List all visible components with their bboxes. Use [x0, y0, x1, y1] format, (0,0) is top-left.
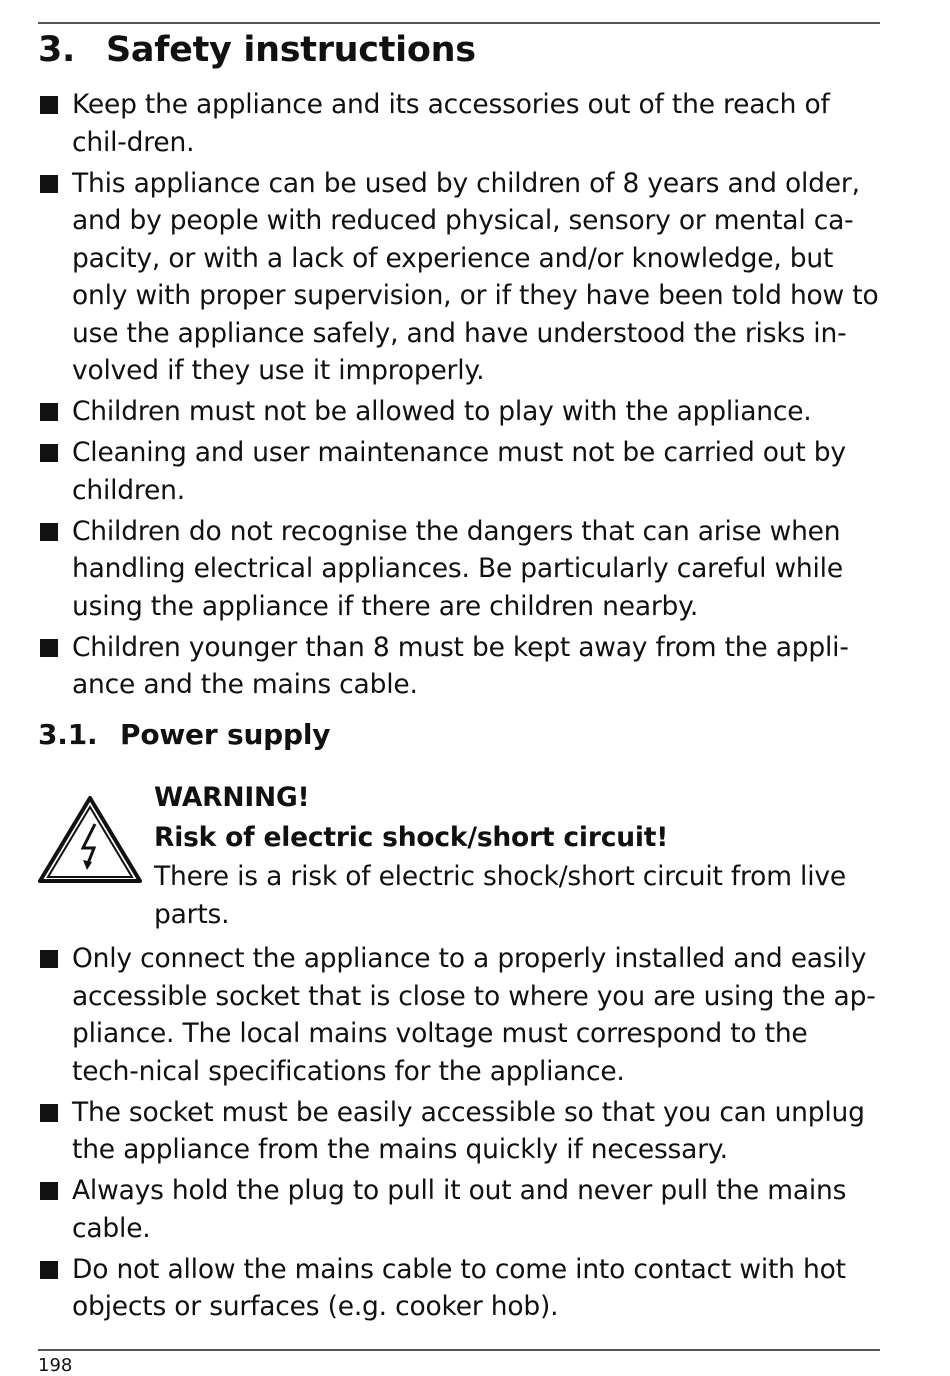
square-bullet-icon — [40, 444, 58, 462]
list-item-text: Children do not recognise the dangers that can arise when handling electrical appliances. Be particularly careful while using the appliance if there are children nearby. — [72, 515, 843, 622]
list-item-text: The socket must be easily accessible so that you can unplug the appliance from the mains quickly if necessary. — [72, 1096, 865, 1165]
page-number: 198 — [38, 1355, 73, 1376]
list-item-text: Cleaning and user maintenance must not be carried out by children. — [72, 437, 846, 506]
top-rule — [38, 22, 880, 24]
list-item — [38, 940, 880, 1090]
power-supply-list — [38, 940, 880, 1329]
list-item — [38, 1172, 880, 1247]
list-item-text: Always hold the plug to pull it out and never pull the mains cable. — [72, 1175, 847, 1244]
list-item — [38, 165, 880, 390]
list-item-text: Children must not be allowed to play with the appliance. — [72, 396, 812, 427]
electric-shock-warning-icon — [38, 796, 142, 884]
list-item — [38, 1094, 880, 1169]
square-bullet-icon — [40, 1261, 58, 1279]
list-item — [38, 393, 880, 431]
square-bullet-icon — [40, 175, 58, 193]
list-item-text: Only connect the appliance to a properly installed and easily accessible socket that is close to where you are using the ap-pliance. The local mains voltage must correspond to the tech-nical specifications for the appliance. — [72, 943, 876, 1087]
warning-subtitle: Risk of electric shock/short circuit! — [154, 822, 669, 853]
warning-box — [154, 778, 880, 933]
section-title: Safety instructions — [106, 30, 476, 70]
bottom-rule — [38, 1349, 880, 1351]
list-item — [38, 1251, 880, 1326]
list-item-text: Do not allow the mains cable to come into contact with hot objects or surfaces (e.g. cooker hob). — [72, 1253, 846, 1322]
section-number: 3. — [38, 30, 76, 70]
list-item-text: Children younger than 8 must be kept away from the appli-ance and the mains cable. — [72, 631, 849, 700]
list-item-text: Keep the appliance and its accessories out of the reach of chil-dren. — [72, 89, 830, 158]
list-item — [38, 513, 880, 626]
list-item — [38, 629, 880, 704]
warning-text: There is a risk of electric shock/short circuit from live parts. — [154, 861, 846, 930]
subsection-heading — [38, 718, 330, 751]
safety-list — [38, 86, 880, 707]
square-bullet-icon — [40, 96, 58, 114]
subsection-title: Power supply — [120, 718, 331, 751]
square-bullet-icon — [40, 950, 58, 968]
square-bullet-icon — [40, 403, 58, 421]
list-item-text: This appliance can be used by children of 8 years and older, and by people with reduced physical, sensory or mental ca-pacity, or with a lack of experience and/or knowledge, but only with proper supervision, or if they have been told how to use the appliance safely, and have understood the risks in-volved if they use it improperly. — [72, 167, 879, 386]
section-heading — [38, 30, 476, 70]
square-bullet-icon — [40, 1182, 58, 1200]
square-bullet-icon — [40, 523, 58, 541]
square-bullet-icon — [40, 1104, 58, 1122]
list-item — [38, 434, 880, 509]
warning-title: WARNING! — [154, 782, 310, 813]
square-bullet-icon — [40, 639, 58, 657]
list-item — [38, 86, 880, 161]
subsection-number: 3.1. — [38, 718, 98, 751]
